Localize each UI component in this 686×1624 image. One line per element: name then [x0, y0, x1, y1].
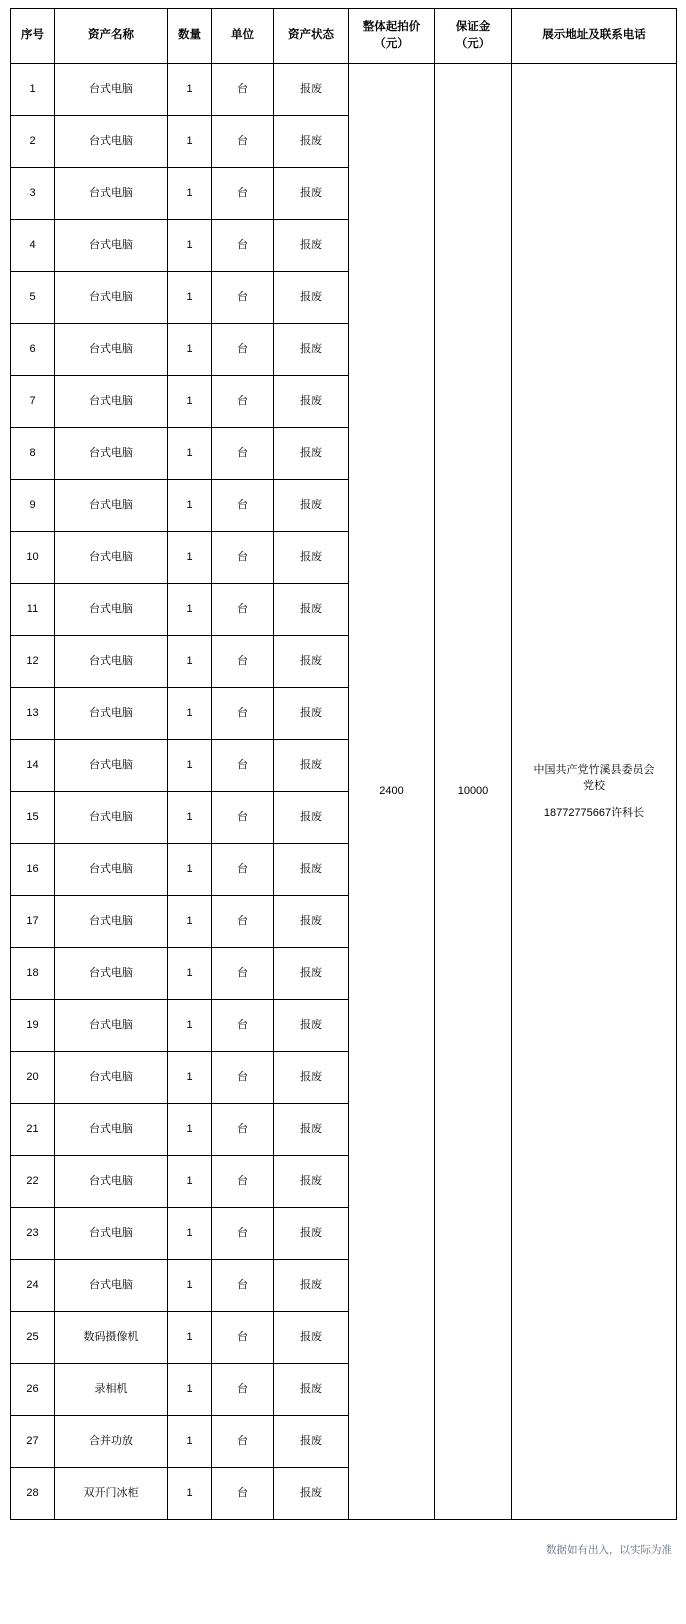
cell-seq: 11: [11, 584, 55, 636]
cell-qty: 1: [168, 64, 212, 116]
cell-name: 台式电脑: [55, 272, 168, 324]
cell-name: 台式电脑: [55, 220, 168, 272]
cell-seq: 22: [11, 1156, 55, 1208]
cell-unit: 台: [212, 740, 274, 792]
cell-name: 台式电脑: [55, 636, 168, 688]
cell-status: 报废: [274, 64, 349, 116]
cell-name: 台式电脑: [55, 896, 168, 948]
cell-seq: 5: [11, 272, 55, 324]
cell-name: 台式电脑: [55, 376, 168, 428]
cell-status: 报废: [274, 740, 349, 792]
cell-qty: 1: [168, 220, 212, 272]
contact-phone: 18772775667许科长: [543, 806, 645, 819]
cell-seq: 8: [11, 428, 55, 480]
cell-seq: 15: [11, 792, 55, 844]
cell-qty: 1: [168, 532, 212, 584]
cell-name: 台式电脑: [55, 324, 168, 376]
cell-status: 报废: [274, 376, 349, 428]
cell-unit: 台: [212, 688, 274, 740]
cell-status: 报废: [274, 272, 349, 324]
cell-unit: 台: [212, 1312, 274, 1364]
cell-name: 台式电脑: [55, 480, 168, 532]
cell-name: 台式电脑: [55, 1156, 168, 1208]
cell-unit: 台: [212, 584, 274, 636]
cell-unit: 台: [212, 168, 274, 220]
cell-unit: 台: [212, 1260, 274, 1312]
header-label: 序号: [21, 29, 44, 42]
cell-qty: 1: [168, 1000, 212, 1052]
cell-unit: 台: [212, 480, 274, 532]
cell-name: 台式电脑: [55, 532, 168, 584]
cell-qty: 1: [168, 1104, 212, 1156]
cell-seq: 27: [11, 1416, 55, 1468]
cell-unit: 台: [212, 1000, 274, 1052]
cell-name: 台式电脑: [55, 1260, 168, 1312]
cell-name: 台式电脑: [55, 740, 168, 792]
cell-qty: 1: [168, 948, 212, 1000]
header-label: 资产状态: [288, 29, 334, 42]
cell-status: 报废: [274, 584, 349, 636]
header-label: 展示地址及联系电话: [542, 29, 646, 42]
cell-status: 报废: [274, 1052, 349, 1104]
asset-table: [10, 8, 677, 1520]
cell-unit: 台: [212, 428, 274, 480]
table-body: [11, 64, 677, 1520]
cell-status: 报废: [274, 1208, 349, 1260]
cell-status: 报废: [274, 844, 349, 896]
header-sublabel: （元）: [455, 38, 491, 50]
cell-qty: 1: [168, 1156, 212, 1208]
cell-name: 台式电脑: [55, 844, 168, 896]
cell-qty: 1: [168, 1208, 212, 1260]
cell-name: 台式电脑: [55, 1208, 168, 1260]
cell-qty: 1: [168, 324, 212, 376]
cell-seq: 13: [11, 688, 55, 740]
cell-seq: 28: [11, 1468, 55, 1520]
cell-unit: 台: [212, 272, 274, 324]
cell-unit: 台: [212, 1208, 274, 1260]
header-label: 资产名称: [88, 29, 134, 42]
cell-seq: 17: [11, 896, 55, 948]
cell-unit: 台: [212, 1104, 274, 1156]
cell-seq: 4: [11, 220, 55, 272]
cell-seq: 10: [11, 532, 55, 584]
header-row: [11, 9, 677, 64]
cell-status: 报废: [274, 480, 349, 532]
cell-seq: 24: [11, 1260, 55, 1312]
cell-deposit: 10000: [435, 64, 512, 1520]
cell-status: 报废: [274, 688, 349, 740]
column-header-unit: [212, 9, 274, 64]
cell-status: 报废: [274, 1468, 349, 1520]
cell-qty: 1: [168, 428, 212, 480]
cell-name: 录相机: [55, 1364, 168, 1416]
cell-qty: 1: [168, 740, 212, 792]
cell-seq: 6: [11, 324, 55, 376]
cell-qty: 1: [168, 1416, 212, 1468]
column-header-deposit: [435, 9, 512, 64]
cell-seq: 20: [11, 1052, 55, 1104]
cell-qty: 1: [168, 688, 212, 740]
cell-name: 双开门冰柜: [55, 1468, 168, 1520]
header-label: 整体起拍价: [362, 20, 421, 33]
cell-unit: 台: [212, 1156, 274, 1208]
cell-unit: 台: [212, 1416, 274, 1468]
cell-qty: 1: [168, 272, 212, 324]
cell-qty: 1: [168, 376, 212, 428]
cell-qty: 1: [168, 636, 212, 688]
cell-unit: 台: [212, 116, 274, 168]
cell-seq: 18: [11, 948, 55, 1000]
cell-seq: 19: [11, 1000, 55, 1052]
header-label: 数量: [178, 29, 201, 42]
cell-unit: 台: [212, 64, 274, 116]
cell-name: 台式电脑: [55, 1000, 168, 1052]
cell-seq: 25: [11, 1312, 55, 1364]
cell-unit: 台: [212, 324, 274, 376]
cell-qty: 1: [168, 844, 212, 896]
cell-unit: 台: [212, 896, 274, 948]
cell-name: 台式电脑: [55, 688, 168, 740]
cell-seq: 26: [11, 1364, 55, 1416]
column-header-seq: [11, 9, 55, 64]
cell-unit: 台: [212, 220, 274, 272]
cell-status: 报废: [274, 220, 349, 272]
cell-status: 报废: [274, 532, 349, 584]
cell-status: 报废: [274, 324, 349, 376]
cell-unit: 台: [212, 1468, 274, 1520]
cell-status: 报废: [274, 1156, 349, 1208]
cell-status: 报废: [274, 1104, 349, 1156]
cell-unit: 台: [212, 948, 274, 1000]
cell-qty: 1: [168, 480, 212, 532]
cell-unit: 台: [212, 636, 274, 688]
cell-name: 台式电脑: [55, 64, 168, 116]
cell-seq: 2: [11, 116, 55, 168]
cell-name: 台式电脑: [55, 792, 168, 844]
cell-name: 台式电脑: [55, 168, 168, 220]
cell-seq: 16: [11, 844, 55, 896]
header-label: 单位: [231, 29, 254, 42]
cell-seq: 12: [11, 636, 55, 688]
cell-qty: 1: [168, 116, 212, 168]
cell-seq: 9: [11, 480, 55, 532]
cell-seq: 21: [11, 1104, 55, 1156]
cell-qty: 1: [168, 896, 212, 948]
cell-qty: 1: [168, 1364, 212, 1416]
column-header-status: [274, 9, 349, 64]
cell-name: 台式电脑: [55, 584, 168, 636]
cell-status: 报废: [274, 1000, 349, 1052]
cell-unit: 台: [212, 376, 274, 428]
cell-unit: 台: [212, 1364, 274, 1416]
address-line-2: 党校: [583, 780, 605, 793]
cell-status: 报废: [274, 168, 349, 220]
cell-qty: 1: [168, 792, 212, 844]
cell-name: 台式电脑: [55, 948, 168, 1000]
column-header-start-price: [349, 9, 435, 64]
cell-address-contact: [512, 64, 677, 1520]
cell-name: 台式电脑: [55, 428, 168, 480]
cell-qty: 1: [168, 1468, 212, 1520]
header-label: 保证金: [455, 20, 491, 33]
cell-qty: 1: [168, 1312, 212, 1364]
table-header: [11, 9, 677, 64]
cell-seq: 7: [11, 376, 55, 428]
cell-status: 报废: [274, 636, 349, 688]
column-header-qty: [168, 9, 212, 64]
cell-status: 报废: [274, 116, 349, 168]
cell-seq: 1: [11, 64, 55, 116]
cell-name: 台式电脑: [55, 116, 168, 168]
cell-status: 报废: [274, 948, 349, 1000]
address-line-1: 中国共产党竹溪县委员会: [533, 763, 655, 776]
cell-seq: 23: [11, 1208, 55, 1260]
column-header-address: [512, 9, 677, 64]
cell-seq: 14: [11, 740, 55, 792]
cell-status: 报废: [274, 1416, 349, 1468]
cell-status: 报废: [274, 1364, 349, 1416]
cell-qty: 1: [168, 168, 212, 220]
cell-status: 报废: [274, 896, 349, 948]
cell-seq: 3: [11, 168, 55, 220]
column-header-name: [55, 9, 168, 64]
cell-status: 报废: [274, 1312, 349, 1364]
header-sublabel: （元）: [374, 38, 409, 50]
cell-qty: 1: [168, 1260, 212, 1312]
cell-unit: 台: [212, 844, 274, 896]
cell-status: 报废: [274, 1260, 349, 1312]
footnote: 数据如有出入，以实际为准: [546, 1544, 672, 1556]
table-row: [11, 64, 677, 116]
cell-status: 报废: [274, 792, 349, 844]
cell-start-price: 2400: [349, 64, 435, 1520]
cell-unit: 台: [212, 532, 274, 584]
cell-qty: 1: [168, 1052, 212, 1104]
cell-name: 数码摄像机: [55, 1312, 168, 1364]
cell-name: 合并功放: [55, 1416, 168, 1468]
cell-name: 台式电脑: [55, 1052, 168, 1104]
cell-qty: 1: [168, 584, 212, 636]
cell-unit: 台: [212, 1052, 274, 1104]
cell-name: 台式电脑: [55, 1104, 168, 1156]
cell-unit: 台: [212, 792, 274, 844]
cell-status: 报废: [274, 428, 349, 480]
